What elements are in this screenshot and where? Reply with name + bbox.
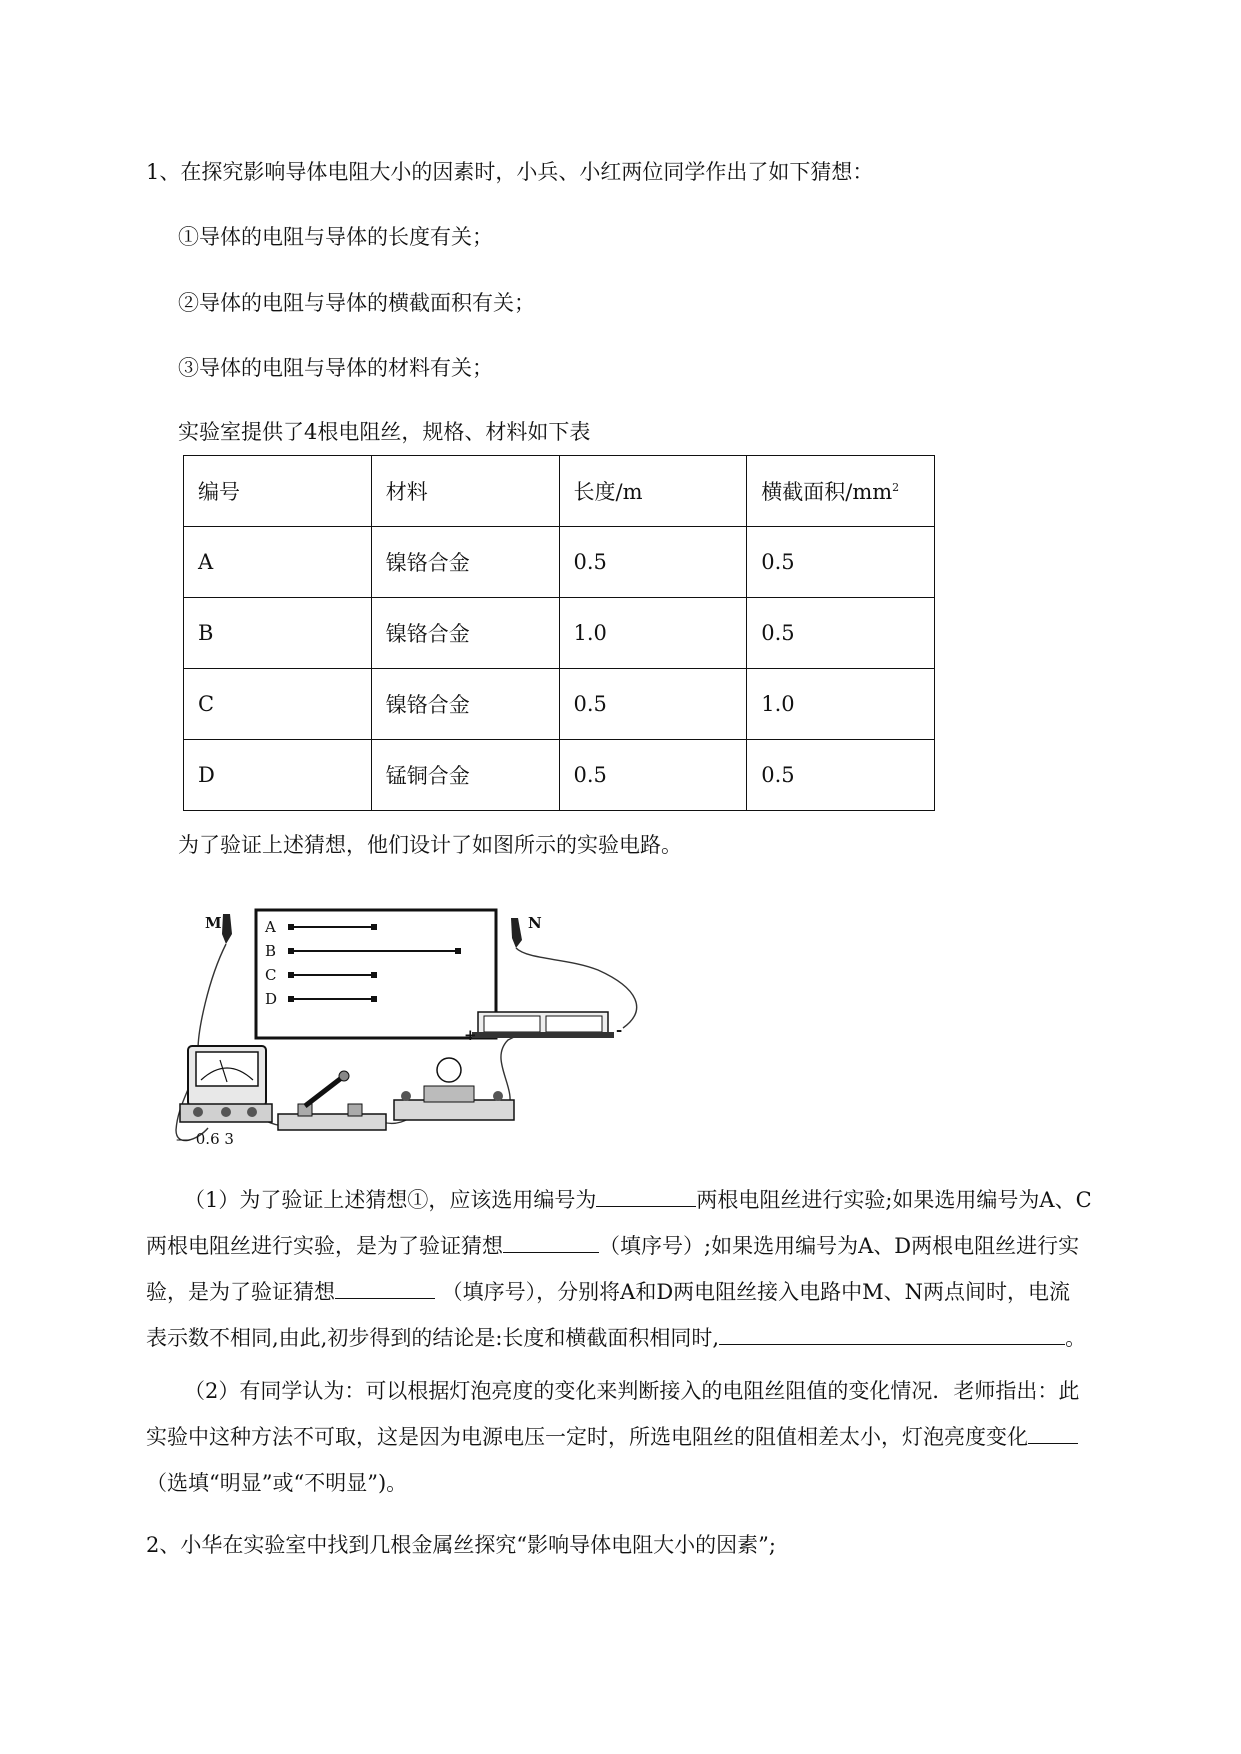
cell-area: 0.5 xyxy=(747,527,935,598)
cell-material: 镍铬合金 xyxy=(371,669,559,740)
cell-length: 0.5 xyxy=(559,669,747,740)
cell-material: 锰铜合金 xyxy=(371,740,559,811)
sub1-part6: （填序号），分别将A和D两电阻丝接入电路中M、N两点间时，电流 xyxy=(435,1280,1071,1304)
wire-label-a: A xyxy=(265,918,276,936)
sub2-part1: （2）有同学认为：可以根据灯泡亮度的变化来判断接入的电阻丝阻值的变化情况．老师指出：此 xyxy=(184,1379,1080,1403)
table-header-row xyxy=(184,456,935,527)
sub1-part7: 表示数不相同,由此,初步得到的结论是:长度和横截面积相同时, xyxy=(146,1326,720,1350)
wire-label-b: B xyxy=(265,942,277,960)
switch-icon xyxy=(278,1071,386,1130)
header-material: 材料 xyxy=(371,456,559,527)
header-area-text: 横截面积/mm xyxy=(761,480,893,504)
table-row xyxy=(184,740,935,811)
question-1-title: 1、在探究影响导体电阻大小的因素时，小兵、小红两位同学作出了如下猜想： xyxy=(146,160,874,184)
cell-id: D xyxy=(184,740,372,811)
sub2-part3: （选填“明显”或“不明显”)。 xyxy=(146,1471,408,1495)
resistance-wire-table xyxy=(183,455,935,811)
answer-blank-1[interactable] xyxy=(596,1182,696,1207)
sub-question-1 xyxy=(146,1177,1166,1361)
cell-length: 0.5 xyxy=(559,740,747,811)
circuit-diagram xyxy=(168,900,678,1160)
circuit-intro: 为了验证上述猜想，他们设计了如图所示的实验电路。 xyxy=(178,833,682,857)
battery-minus-label: - xyxy=(616,1021,623,1039)
cell-id: A xyxy=(184,527,372,598)
sub1-part2: 两根电阻丝进行实验;如果选用编号为A、C xyxy=(696,1188,1092,1212)
battery-icon xyxy=(472,1012,614,1038)
cell-id: C xyxy=(184,669,372,740)
sub1-part3: 两根电阻丝进行实验，是为了验证猜想 xyxy=(146,1234,503,1258)
answer-blank-3[interactable] xyxy=(335,1274,435,1299)
sub1-part5: 验，是为了验证猜想 xyxy=(146,1280,335,1304)
terminal-label-n: N xyxy=(528,914,542,932)
table-row xyxy=(184,598,935,669)
table-row xyxy=(184,527,935,598)
bulb-icon xyxy=(394,1058,514,1120)
question-2-title: 2、小华在实验室中找到几根金属丝探究“影响导体电阻大小的因素”; xyxy=(146,1533,776,1557)
header-area xyxy=(747,456,935,527)
cell-length: 0.5 xyxy=(559,527,747,598)
wire-label-c: C xyxy=(265,966,277,984)
hypothesis-2: ②导体的电阻与导体的横截面积有关； xyxy=(178,291,535,315)
sub1-part8: 。 xyxy=(1065,1326,1087,1350)
clip-m-icon xyxy=(222,914,232,944)
answer-blank-4[interactable] xyxy=(719,1320,1065,1345)
cell-area: 0.5 xyxy=(747,598,935,669)
cell-length: 1.0 xyxy=(559,598,747,669)
cell-id: B xyxy=(184,598,372,669)
wire-label-d: D xyxy=(265,990,278,1008)
terminal-label-m: M xyxy=(205,914,222,932)
cell-area: 0.5 xyxy=(747,740,935,811)
ammeter-terminal-labels: — 0.6 3 xyxy=(176,1130,234,1148)
battery-plus-label: + xyxy=(464,1026,477,1044)
hypothesis-3: ③导体的电阻与导体的材料有关； xyxy=(178,356,493,380)
table-intro: 实验室提供了4根电阻丝，规格、材料如下表 xyxy=(178,420,591,444)
sub1-part4: （填序号）;如果选用编号为A、D两根电阻丝进行实 xyxy=(599,1234,1080,1258)
cell-material: 镍铬合金 xyxy=(371,598,559,669)
header-id: 编号 xyxy=(184,456,372,527)
cell-material: 镍铬合金 xyxy=(371,527,559,598)
answer-blank-5[interactable] xyxy=(1028,1419,1078,1444)
answer-blank-2[interactable] xyxy=(503,1228,599,1253)
clip-n-icon xyxy=(511,918,522,948)
sub-question-2 xyxy=(146,1368,1166,1506)
sub2-part2: 实验中这种方法不可取，这是因为电源电压一定时，所选电阻丝的阻值相差太小，灯泡亮度变化 xyxy=(146,1425,1028,1449)
ammeter-icon xyxy=(180,1046,272,1122)
hypothesis-1: ①导体的电阻与导体的长度有关； xyxy=(178,225,493,249)
sub1-part1: （1）为了验证上述猜想①，应该选用编号为 xyxy=(184,1188,597,1212)
resistance-wires xyxy=(292,927,458,999)
table-row xyxy=(184,669,935,740)
header-area-exponent: 2 xyxy=(892,481,900,494)
header-length: 长度/m xyxy=(559,456,747,527)
cell-area: 1.0 xyxy=(747,669,935,740)
